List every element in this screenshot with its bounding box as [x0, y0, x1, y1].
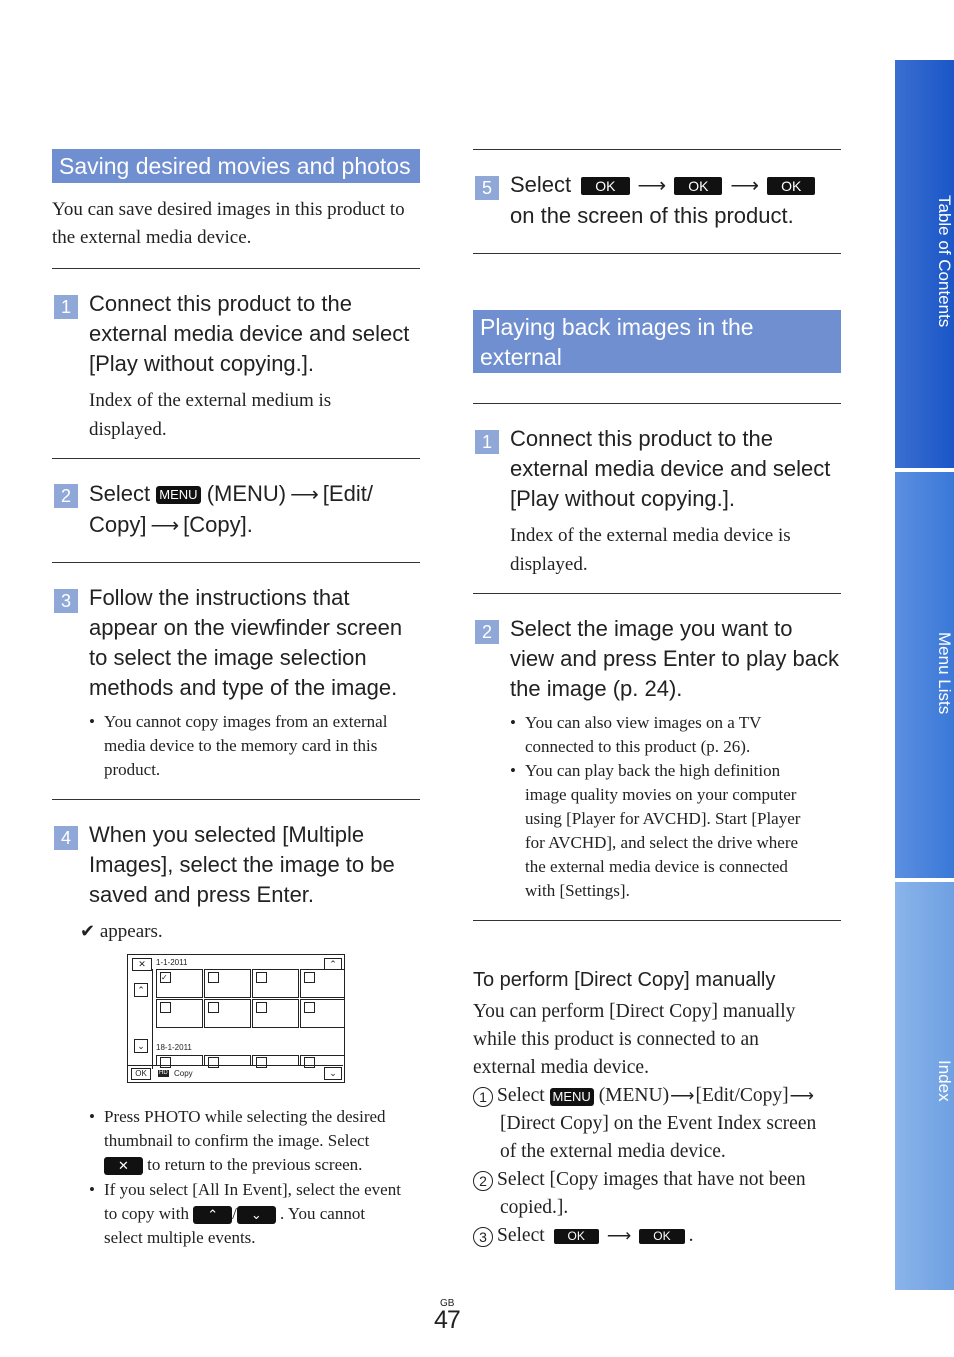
checkbox-icon [160, 1002, 171, 1013]
checkbox-icon [160, 1057, 171, 1068]
ok-button-icon: OK [674, 177, 722, 195]
direct-copy-body: You can perform [Direct Copy] manually while this product is connected to an external media device. 1 Select MENU (MENU)⟶[Edit/Copy]⟶ [Direct Copy] on the Event Index screen of the external media device. 2 Select [Copy images that have not been copied.]. 3 Select OK ⟶ OK . [473, 998, 845, 1250]
checkbox-icon [256, 1002, 267, 1013]
thumbnail [156, 999, 203, 1028]
checkbox-icon [208, 972, 219, 983]
page-number: 47 [434, 1306, 460, 1334]
circled-number-3-icon: 3 [473, 1227, 493, 1247]
checkbox-icon [256, 1057, 267, 1068]
bullet-icon: • [89, 1107, 95, 1126]
bullet-icon: • [89, 1180, 95, 1199]
circled-number-1-icon: 1 [473, 1087, 493, 1107]
checkbox-icon [208, 1057, 219, 1068]
divider [473, 920, 841, 921]
next-icon: ⌄ [134, 1039, 148, 1053]
scroll-down-button-icon: ⌄ [237, 1206, 276, 1224]
tab-table-of-contents[interactable] [895, 60, 954, 468]
step-1-text: Connect this product to the external media device and select [Play without copying.]. [510, 426, 831, 511]
checkbox-icon [304, 1057, 315, 1068]
step-number: 2 [54, 484, 78, 508]
direct-copy-heading: To perform [Direct Copy] manually [473, 969, 776, 991]
close-button-icon: ✕ [104, 1157, 143, 1175]
step-number: 1 [475, 430, 499, 454]
section-title: Playing back images in the external media device on this product [473, 310, 841, 373]
intro-text: You can save desired images in this product to the external media device. [52, 199, 405, 248]
check-appears: ✔ appears. [80, 921, 163, 942]
step-1-desc: Index of the external media device is displayed. [510, 525, 791, 575]
bullet-item: • You can play back the high definition image quality movies on your computer using [Player for AVCHD]. Start [Player for AVCHD], and select the drive where the external media device is connected with [Settings]. [510, 761, 801, 900]
scroll-down-icon: ⌄ [324, 1067, 342, 1080]
bottom-bar [128, 1065, 343, 1066]
divider [473, 253, 841, 254]
tab-label: Table of Contents [935, 195, 954, 328]
step-number: 4 [54, 826, 78, 850]
divider [52, 562, 420, 563]
tab-label: Menu Lists [935, 632, 954, 715]
arrow-right-icon: ⟶ [637, 175, 667, 197]
bullet-item: • If you select [All In Event], select the event to copy with ⌃ / ⌄ . You cannot select multiple events. [89, 1180, 401, 1247]
step-5-text: Select OK ⟶ OK ⟶ OK on the screen of this product. [510, 170, 840, 231]
ok-button-icon: OK [767, 177, 815, 195]
section-title: Saving desired movies and photos [52, 149, 420, 183]
bullet-item: • You cannot copy images from an external media device to the memory card in this product. [89, 712, 388, 779]
divider [473, 403, 841, 404]
checkbox-icon [304, 972, 315, 983]
arrow-right-icon: ⟶ [730, 175, 760, 197]
prev-icon: ⌃ [134, 983, 148, 997]
hd-badge: HD [159, 1070, 168, 1076]
checkbox-icon [208, 1002, 219, 1013]
arrow-right-icon: ⟶ [150, 515, 180, 537]
thumbnail [204, 969, 251, 998]
thumbnail [300, 969, 345, 998]
divider [473, 593, 841, 594]
arrow-right-icon: ⟶ [290, 484, 319, 506]
tab-label: Index [935, 1060, 954, 1102]
checkbox-icon [256, 972, 267, 983]
date-label: 18-1-2011 [156, 1043, 192, 1052]
menu-button-icon: MENU [156, 486, 200, 504]
circled-number-2-icon: 2 [473, 1171, 493, 1191]
bullet-icon: • [89, 712, 95, 731]
step-2-text: Select the image you want to view and press Enter to play back the image (p. 24). [510, 616, 839, 701]
bullet-item: • Press PHOTO while selecting the desired thumbnail to confirm the image. Select ✕ to return to the previous screen. [89, 1107, 386, 1174]
scroll-up-button-icon: ⌃ [193, 1206, 232, 1224]
vertical-divider [152, 969, 153, 1069]
step-3-text: Follow the instructions that appear on the viewfinder screen to select the image selection methods and type of the image. [89, 585, 403, 700]
arrow-right-icon: ⟶ [789, 1086, 815, 1105]
step-4-text: When you selected [Multiple Images], select the image to be saved and press Enter. [89, 822, 395, 907]
step-number: 2 [475, 620, 499, 644]
step-number: 1 [54, 295, 78, 319]
scroll-up-icon: ⌃ [324, 958, 342, 971]
checkbox-icon [304, 1002, 315, 1013]
bullet-icon: • [510, 713, 516, 732]
region-code: GB [440, 1298, 455, 1309]
divider [52, 799, 420, 800]
arrow-right-icon: ⟶ [670, 1086, 695, 1105]
thumbnail [156, 969, 203, 998]
copy-label: Copy [174, 1069, 193, 1078]
divider [52, 458, 420, 459]
bullet-item: • You can also view images on a TV connected to this product (p. 26). [510, 713, 762, 756]
step-1-text: Connect this product to the external media device and select [Play without copying.]. [89, 291, 410, 376]
step-number: 5 [475, 176, 499, 200]
step-1-desc: Index of the external medium is displayed. [89, 390, 332, 440]
thumbnail [252, 969, 299, 998]
divider [473, 149, 841, 150]
thumbnail [300, 999, 345, 1028]
tab-menu-lists[interactable] [895, 472, 954, 878]
date-label: 1-1-2011 [156, 958, 188, 967]
lcd-screen-illustration [127, 954, 345, 1083]
checkmark-icon: ✔ [80, 921, 96, 942]
bullet-icon: • [510, 761, 516, 780]
checkbox-checked-icon: ✓ [160, 972, 171, 983]
tab-index[interactable] [895, 882, 954, 1290]
divider [52, 268, 420, 269]
thumbnail [204, 999, 251, 1028]
menu-button-icon: MENU [550, 1088, 594, 1106]
thumbnail [252, 999, 299, 1028]
step-number: 3 [54, 589, 78, 613]
step-2-text: Select MENU (MENU) ⟶ [Edit/ Copy] ⟶ [Copy]. [89, 479, 419, 541]
ok-button-icon: OK [554, 1229, 599, 1244]
ok-button-icon: OK [639, 1229, 684, 1244]
ok-button-icon: OK [581, 177, 629, 195]
arrow-right-icon: ⟶ [606, 1226, 632, 1245]
close-icon: ✕ [132, 958, 152, 971]
ok-button: OK [131, 1068, 151, 1080]
